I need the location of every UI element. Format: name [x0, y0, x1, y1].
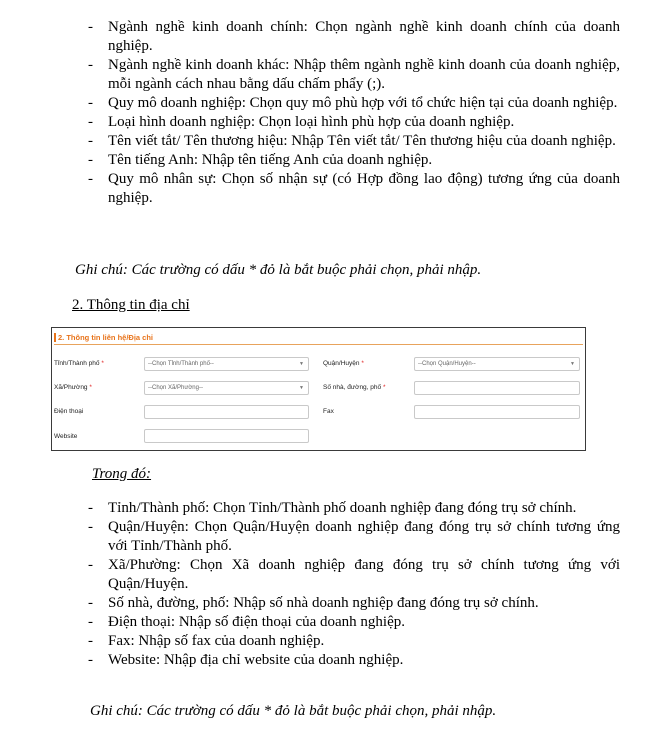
- list-item: - Ngành nghề kinh doanh chính: Chọn ngành nghề kinh doanh chính của doanh nghiệp.: [88, 18, 620, 56]
- list-item: - Ngành nghề kinh doanh khác: Nhập thêm ngành nghề kinh doanh của doanh nghiệp, mỗi ngành cách nhau bằng dấu chấm phẩy (;).: [88, 56, 620, 94]
- website-label: Website: [54, 433, 78, 440]
- chevron-down-icon: ▼: [299, 385, 304, 391]
- address-form-screenshot: [51, 327, 586, 451]
- required-mark: *: [382, 384, 386, 391]
- list-item: - Quận/Huyện: Chọn Quận/Huyện doanh nghiệp đang đóng trụ sở chính tương ứng với Tỉnh/Thành phố.: [88, 518, 620, 556]
- field-description-list: [88, 18, 620, 208]
- required-fields-note: Ghi chú: Các trường có dấu * đỏ là bắt buộc phải chọn, phải nhập.: [90, 703, 497, 719]
- district-select[interactable]: --Chọn Quận/Huyện-- ▼: [414, 357, 580, 371]
- list-item: - Fax: Nhập số fax của doanh nghiệp.: [88, 632, 620, 651]
- required-mark: *: [361, 360, 364, 367]
- list-item: - Điện thoại: Nhập số điện thoại của doanh nghiệp.: [88, 613, 620, 632]
- phone-input[interactable]: [144, 405, 309, 419]
- list-item: - Website: Nhập địa chỉ website của doanh nghiệp.: [88, 651, 620, 670]
- list-item: - Quy mô nhân sự: Chọn số nhận sự (có Hợp đồng lao động) tương ứng của doanh nghiệp.: [88, 170, 620, 208]
- list-item: - Tỉnh/Thành phố: Chọn Tỉnh/Thành phố doanh nghiệp đang đóng trụ sở chính.: [88, 499, 620, 518]
- list-item: - Tên tiếng Anh: Nhập tên tiếng Anh của doanh nghiệp.: [88, 151, 620, 170]
- website-input[interactable]: [144, 429, 309, 443]
- chevron-down-icon: ▼: [570, 361, 575, 367]
- fax-label: Fax: [323, 408, 334, 415]
- required-mark: *: [89, 384, 92, 391]
- province-select[interactable]: --Chọn Tỉnh/Thành phố-- ▼: [144, 357, 309, 371]
- list-item: - Quy mô doanh nghiệp: Chọn quy mô phù hợp với tổ chức hiện tại của doanh nghiệp.: [88, 94, 620, 113]
- ward-select[interactable]: --Chọn Xã/Phường-- ▼: [144, 381, 309, 395]
- list-item: - Loại hình doanh nghiệp: Chọn loại hình phù hợp của doanh nghiệp.: [88, 113, 620, 132]
- section-title: 2. Thông tin địa chỉ: [72, 297, 190, 313]
- trong-do-heading: Trong đó:: [92, 466, 152, 482]
- list-item: - Tên viết tắt/ Tên thương hiệu: Nhập Tên viết tắt/ Tên thương hiệu của doanh nghiệp.: [88, 132, 620, 151]
- ward-label: Xã/Phường *: [54, 384, 92, 391]
- list-item: - Số nhà, đường, phố: Nhập số nhà doanh nghiệp đang đóng trụ sở chính.: [88, 594, 620, 613]
- chevron-down-icon: ▼: [299, 361, 304, 367]
- required-fields-note: Ghi chú: Các trường có dấu * đỏ là bắt buộc phải chọn, phải nhập.: [75, 262, 482, 278]
- address-field-description-list: [88, 499, 620, 670]
- list-item: - Xã/Phường: Chọn Xã doanh nghiệp đang đóng trụ sở chính tương ứng với Quận/Huyện.: [88, 556, 620, 594]
- street-label: Số nhà, đường, phố *: [323, 384, 386, 391]
- form-header: 2. Thông tin liên hệ/Địa chỉ: [54, 331, 583, 345]
- phone-label: Điện thoại: [54, 408, 84, 415]
- street-input[interactable]: [414, 381, 580, 395]
- required-mark: *: [101, 360, 104, 367]
- district-label: Quận/Huyện *: [323, 360, 364, 367]
- fax-input[interactable]: [414, 405, 580, 419]
- province-label: Tỉnh/Thành phố *: [54, 360, 104, 367]
